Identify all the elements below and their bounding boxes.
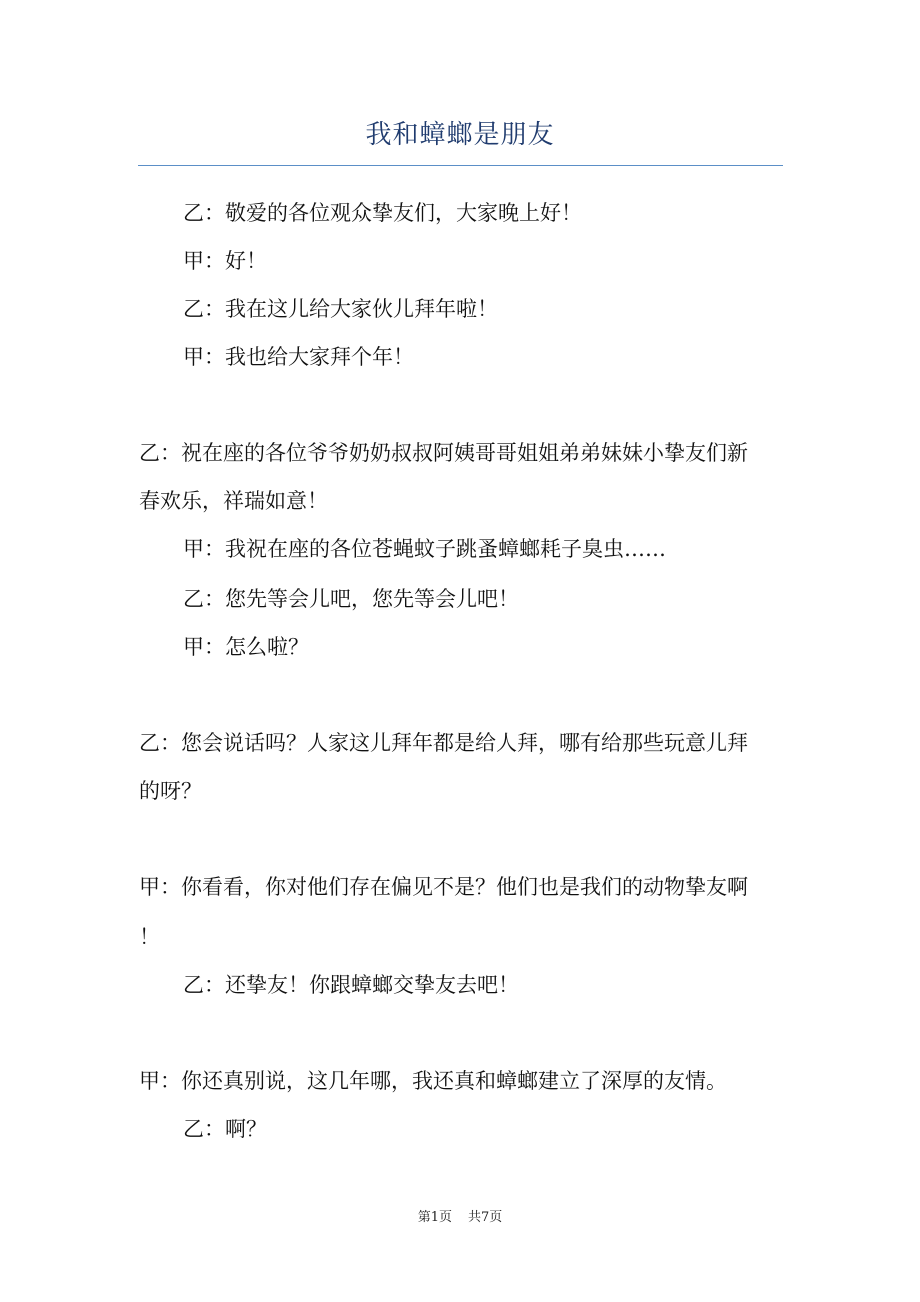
- dialogue-line: 甲：我祝在座的各位苍蝇蚊子跳蚤蟑螂耗子臭虫……: [183, 537, 666, 561]
- dialogue-line: 甲：你还真别说，这几年哪，我还真和蟑螂建立了深厚的友情。: [139, 1069, 727, 1093]
- dialogue-line: 乙：敬爱的各位观众挚友们，大家晚上好！: [183, 201, 582, 225]
- dialogue-line: 乙：祝在座的各位爷爷奶奶叔叔阿姨哥哥姐姐弟弟妹妹小挚友们新: [139, 441, 748, 465]
- page-footer: [0, 1206, 920, 1225]
- page-total: 共7页: [468, 1210, 503, 1225]
- dialogue-line: 乙：我在这儿给大家伙儿拜年啦！: [183, 297, 498, 321]
- dialogue-line-continuation: ！: [139, 925, 160, 949]
- dialogue-line-continuation: 的呀？: [139, 779, 202, 803]
- dialogue-line: 甲：好！: [183, 249, 267, 273]
- dialogue-line: 乙：啊？: [183, 1117, 267, 1141]
- dialogue-line: 甲：怎么啦？: [183, 635, 309, 659]
- page-number: 第1页: [417, 1210, 452, 1225]
- dialogue-line: 甲：我也给大家拜个年！: [183, 345, 414, 369]
- document-title: 我和蟑螂是朋友: [365, 120, 555, 150]
- dialogue-line: 乙：您会说话吗？人家这儿拜年都是给人拜，哪有给那些玩意儿拜: [139, 731, 748, 755]
- dialogue-line: 乙：您先等会儿吧，您先等会儿吧！: [183, 587, 519, 611]
- dialogue-line-continuation: 春欢乐，祥瑞如意！: [139, 489, 328, 513]
- title-divider: [138, 165, 783, 166]
- dialogue-line: 甲：你看看，你对他们存在偏见不是？他们也是我们的动物挚友啊: [139, 875, 748, 899]
- dialogue-line: 乙：还挚友！你跟蟑螂交挚友去吧！: [183, 973, 519, 997]
